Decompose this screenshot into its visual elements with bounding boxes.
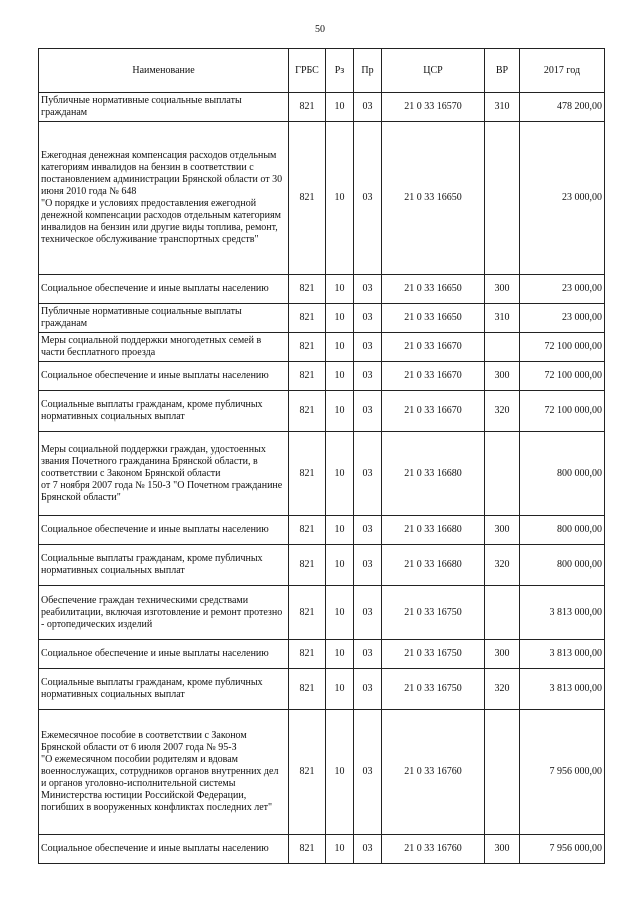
table-row	[39, 516, 605, 545]
page-number: 50	[315, 24, 325, 35]
row-pr-cell: 03	[354, 304, 382, 333]
row-amount-cell: 72 100 000,00	[520, 391, 605, 432]
header-name: Наименование	[39, 49, 289, 93]
row-vr-cell: 320	[485, 545, 520, 586]
row-grbs-cell: 821	[289, 586, 326, 640]
row-vr-cell: 300	[485, 362, 520, 391]
table-row	[39, 586, 605, 640]
row-vr-cell: 310	[485, 93, 520, 122]
row-name-cell: Меры социальной поддержки многодетных семей в части бесплатного проезда	[39, 333, 289, 362]
row-pr-cell: 03	[354, 640, 382, 669]
row-grbs-cell: 821	[289, 835, 326, 864]
row-amount-cell: 23 000,00	[520, 304, 605, 333]
table-row	[39, 93, 605, 122]
row-pr-cell: 03	[354, 362, 382, 391]
row-rz-cell: 10	[326, 669, 354, 710]
row-name-cell: Меры социальной поддержки граждан, удостоенных звания Почетного гражданина Брянской области, в соответствии с Законом Брянской области от 7 ноября 2007 года № 150-З "О Почетном гражданине Брянской области"	[39, 432, 289, 516]
row-amount-cell: 3 813 000,00	[520, 640, 605, 669]
row-rz-cell: 10	[326, 835, 354, 864]
row-pr-cell: 03	[354, 545, 382, 586]
row-amount-cell: 23 000,00	[520, 275, 605, 304]
row-vr-cell: 300	[485, 275, 520, 304]
header-year: 2017 год	[520, 49, 605, 93]
budget-table	[38, 48, 605, 864]
row-name-cell: Социальное обеспечение и иные выплаты населению	[39, 835, 289, 864]
table-row	[39, 640, 605, 669]
header-rz: Рз	[326, 49, 354, 93]
row-amount-cell: 72 100 000,00	[520, 333, 605, 362]
row-grbs-cell: 821	[289, 710, 326, 835]
row-csr-cell: 21 0 33 16670	[382, 391, 485, 432]
row-amount-cell: 7 956 000,00	[520, 710, 605, 835]
row-vr-cell	[485, 586, 520, 640]
row-vr-cell: 300	[485, 516, 520, 545]
row-rz-cell: 10	[326, 586, 354, 640]
row-rz-cell: 10	[326, 333, 354, 362]
row-name-cell: Социальные выплаты гражданам, кроме публичных нормативных социальных выплат	[39, 545, 289, 586]
row-vr-cell: 320	[485, 669, 520, 710]
row-amount-cell: 3 813 000,00	[520, 669, 605, 710]
row-vr-cell	[485, 333, 520, 362]
row-csr-cell: 21 0 33 16750	[382, 586, 485, 640]
row-rz-cell: 10	[326, 304, 354, 333]
row-rz-cell: 10	[326, 640, 354, 669]
row-vr-cell	[485, 432, 520, 516]
row-vr-cell	[485, 122, 520, 275]
row-amount-cell: 3 813 000,00	[520, 586, 605, 640]
row-name-cell: Социальное обеспечение и иные выплаты населению	[39, 640, 289, 669]
row-grbs-cell: 821	[289, 432, 326, 516]
row-name-cell: Ежегодная денежная компенсация расходов отдельным категориям инвалидов на бензин в соответствии с постановлением администрации Брянской области от 30 июня 2010 года № 648 "О порядке и условиях предоставления ежегодной денежной компенсации расходов отдельным категориям инвалидов на бензин или другие виды топлива, ремонт, техническое обслуживание транспортных средств"	[39, 122, 289, 275]
row-pr-cell: 03	[354, 516, 382, 545]
row-rz-cell: 10	[326, 122, 354, 275]
row-pr-cell: 03	[354, 432, 382, 516]
row-grbs-cell: 821	[289, 362, 326, 391]
row-grbs-cell: 821	[289, 669, 326, 710]
table-row	[39, 432, 605, 516]
row-name-cell: Социальные выплаты гражданам, кроме публичных нормативных социальных выплат	[39, 669, 289, 710]
row-grbs-cell: 821	[289, 640, 326, 669]
row-csr-cell: 21 0 33 16670	[382, 362, 485, 391]
row-csr-cell: 21 0 33 16760	[382, 710, 485, 835]
table-row	[39, 333, 605, 362]
row-rz-cell: 10	[326, 275, 354, 304]
row-pr-cell: 03	[354, 586, 382, 640]
row-pr-cell: 03	[354, 275, 382, 304]
row-amount-cell: 23 000,00	[520, 122, 605, 275]
row-vr-cell	[485, 710, 520, 835]
row-grbs-cell: 821	[289, 304, 326, 333]
table-row	[39, 362, 605, 391]
row-amount-cell: 800 000,00	[520, 516, 605, 545]
row-vr-cell: 300	[485, 640, 520, 669]
row-csr-cell: 21 0 33 16570	[382, 93, 485, 122]
table-row	[39, 122, 605, 275]
row-rz-cell: 10	[326, 93, 354, 122]
row-csr-cell: 21 0 33 16650	[382, 304, 485, 333]
row-csr-cell: 21 0 33 16680	[382, 545, 485, 586]
table-row	[39, 835, 605, 864]
row-name-cell: Социальное обеспечение и иные выплаты населению	[39, 275, 289, 304]
header-vr: ВР	[485, 49, 520, 93]
row-rz-cell: 10	[326, 545, 354, 586]
row-csr-cell: 21 0 33 16680	[382, 432, 485, 516]
row-pr-cell: 03	[354, 122, 382, 275]
row-name-cell: Публичные нормативные социальные выплаты гражданам	[39, 304, 289, 333]
row-grbs-cell: 821	[289, 391, 326, 432]
table-row	[39, 391, 605, 432]
row-amount-cell: 72 100 000,00	[520, 362, 605, 391]
header-csr: ЦСР	[382, 49, 485, 93]
row-csr-cell: 21 0 33 16750	[382, 640, 485, 669]
row-name-cell: Социальное обеспечение и иные выплаты населению	[39, 362, 289, 391]
row-pr-cell: 03	[354, 669, 382, 710]
row-rz-cell: 10	[326, 710, 354, 835]
row-name-cell: Ежемесячное пособие в соответствии с Законом Брянской области от 6 июля 2007 года № 95-З "О ежемесячном пособии родителям и вдовам военнослужащих, сотрудников органов внутренних дел и органов уголовно-исполнительной системы Министерства юстиции Российской Федерации, погибших в вооруженных конфликтах последних лет"	[39, 710, 289, 835]
row-csr-cell: 21 0 33 16670	[382, 333, 485, 362]
row-name-cell: Публичные нормативные социальные выплаты гражданам	[39, 93, 289, 122]
row-amount-cell: 800 000,00	[520, 432, 605, 516]
row-csr-cell: 21 0 33 16680	[382, 516, 485, 545]
row-csr-cell: 21 0 33 16750	[382, 669, 485, 710]
row-vr-cell: 310	[485, 304, 520, 333]
table-header-row	[39, 49, 605, 93]
row-grbs-cell: 821	[289, 333, 326, 362]
row-grbs-cell: 821	[289, 516, 326, 545]
row-name-cell: Обеспечение граждан техническими средствами реабилитации, включая изготовление и ремонт протезно - ортопедических изделий	[39, 586, 289, 640]
row-rz-cell: 10	[326, 516, 354, 545]
row-grbs-cell: 821	[289, 275, 326, 304]
row-pr-cell: 03	[354, 391, 382, 432]
table-row	[39, 710, 605, 835]
row-csr-cell: 21 0 33 16650	[382, 122, 485, 275]
row-pr-cell: 03	[354, 333, 382, 362]
row-amount-cell: 800 000,00	[520, 545, 605, 586]
row-grbs-cell: 821	[289, 93, 326, 122]
row-vr-cell: 320	[485, 391, 520, 432]
row-amount-cell: 478 200,00	[520, 93, 605, 122]
row-pr-cell: 03	[354, 710, 382, 835]
table-row	[39, 545, 605, 586]
row-grbs-cell: 821	[289, 122, 326, 275]
header-pr: Пр	[354, 49, 382, 93]
row-rz-cell: 10	[326, 432, 354, 516]
row-csr-cell: 21 0 33 16650	[382, 275, 485, 304]
row-pr-cell: 03	[354, 93, 382, 122]
row-name-cell: Социальные выплаты гражданам, кроме публичных нормативных социальных выплат	[39, 391, 289, 432]
row-vr-cell: 300	[485, 835, 520, 864]
table-row	[39, 275, 605, 304]
row-pr-cell: 03	[354, 835, 382, 864]
row-rz-cell: 10	[326, 362, 354, 391]
row-amount-cell: 7 956 000,00	[520, 835, 605, 864]
row-rz-cell: 10	[326, 391, 354, 432]
row-name-cell: Социальное обеспечение и иные выплаты населению	[39, 516, 289, 545]
table-row	[39, 304, 605, 333]
row-grbs-cell: 821	[289, 545, 326, 586]
row-csr-cell: 21 0 33 16760	[382, 835, 485, 864]
header-grbs: ГРБС	[289, 49, 326, 93]
table-row	[39, 669, 605, 710]
